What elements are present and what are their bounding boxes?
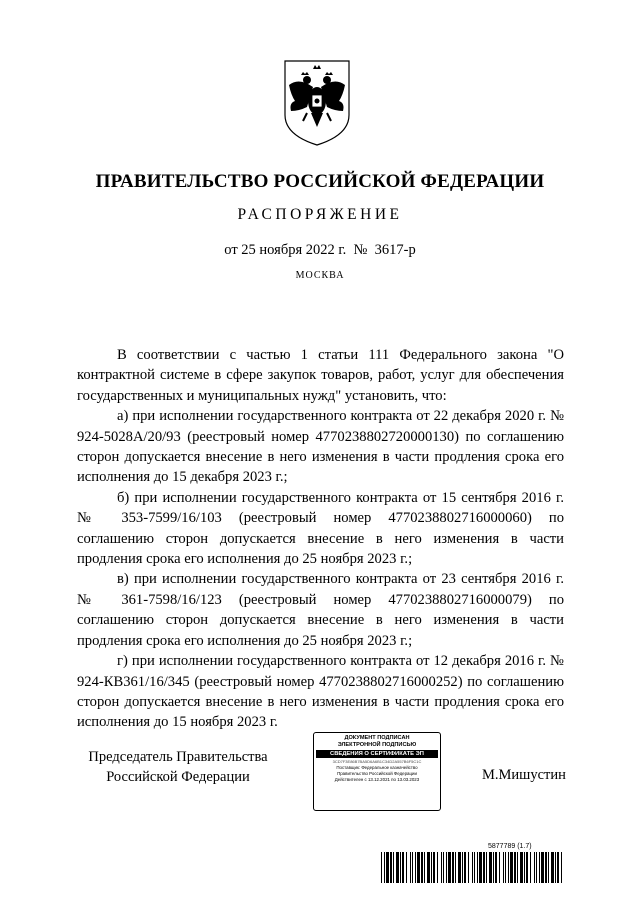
barcode-bar <box>381 852 382 883</box>
barcode-bar <box>431 852 432 883</box>
barcode-bar <box>421 852 423 883</box>
barcode-bar <box>530 852 531 883</box>
barcode-bar <box>514 852 516 883</box>
esig-line2: ЭЛЕКТРОННОЙ ПОДПИСЬЮ <box>337 742 417 748</box>
barcode-bar <box>493 852 494 883</box>
government-title: ПРАВИТЕЛЬСТВО РОССИЙСКОЙ ФЕДЕРАЦИИ <box>95 171 545 192</box>
barcode-bar <box>402 852 404 883</box>
barcode-bar <box>536 852 537 883</box>
barcode-bar <box>458 852 461 883</box>
barcode-bar <box>386 852 389 883</box>
barcode-bar <box>415 852 416 883</box>
barcode-bar <box>424 852 425 883</box>
paragraph-preamble: В соответствии с частью 1 статьи 111 Федерального закона "О контрактной системе в сфере закупок товаров, работ, услуг для обеспечения государственных и муниципальных нужд" установить, что: <box>77 347 564 404</box>
paragraph-item-b: б) при исполнении государственного контракта от 15 сентября 2016 г. № 353-7599/16/103 (реестровый номер 4770238802716000060) по соглашению сторон допускается внесение в него изменения в части продления срока его исполнения до 25 ноября 2023 г.; <box>77 489 564 568</box>
barcode-bar <box>441 852 442 883</box>
barcode-bar <box>548 852 549 883</box>
esig-issuer: Поставщик: Федеральное казначейство <box>336 765 418 770</box>
barcode-icon <box>381 852 566 883</box>
barcode-bar <box>433 852 435 883</box>
barcode-bar <box>417 852 420 883</box>
esig-line1: ДОКУМЕНТ ПОДПИСАН <box>344 735 410 741</box>
barcode-bar <box>472 852 473 883</box>
esig-owner: Правительство Российской Федерации <box>337 771 417 777</box>
barcode-bar <box>446 852 447 883</box>
barcode-bar <box>452 852 454 883</box>
barcode-bar <box>495 852 497 883</box>
barcode-bar <box>557 852 559 883</box>
barcode-bar <box>520 852 523 883</box>
document-body <box>77 345 564 733</box>
barcode-bar <box>489 852 492 883</box>
barcode-bar <box>384 852 385 883</box>
esig-serial: 3CD7F3E86B7BA5D6A6B1C34D2A557B6F5C1C <box>332 759 422 764</box>
barcode-bar <box>427 852 430 883</box>
barcode-bar <box>508 852 509 883</box>
coat-of-arms-icon <box>277 55 357 147</box>
barcode-bar <box>474 852 475 883</box>
barcode-bar <box>410 852 411 883</box>
paragraph-item-d: г) при исполнении государственного контракта от 12 декабря 2016 г. № 924-КВ361/16/345 (реестровый номер 4770238802716000252) по соглашению сторон допускается внесение в него изменения в части продления срока его исполнения до 15 ноября 2023 г. <box>77 653 564 731</box>
barcode-bar <box>406 852 407 883</box>
barcode-bar <box>412 852 413 883</box>
document-type: РАСПОРЯЖЕНИЕ <box>237 206 403 223</box>
barcode-bar <box>464 852 466 883</box>
paragraph-item-c: в) при исполнении государственного контракта от 23 сентября 2016 г. № 361-7598/16/123 (реестровый номер 4770238802716000079) по соглашению сторон допускается внесение в него изменения в части продления срока его исполнения до 25 ноября 2023 г.; <box>77 571 564 649</box>
barcode-bar <box>448 852 451 883</box>
barcode-bar <box>393 852 394 883</box>
barcode-bar <box>499 852 500 883</box>
barcode-bar <box>486 852 487 883</box>
barcode-bar <box>517 852 518 883</box>
barcode-bar <box>479 852 482 883</box>
barcode-bar <box>510 852 513 883</box>
barcode-bar <box>468 852 469 883</box>
barcode-bar <box>534 852 535 883</box>
barcode-number: 5877789 (1.7) <box>488 843 532 850</box>
barcode-bar <box>437 852 438 883</box>
barcode-bar <box>545 852 547 883</box>
signatory-position-line1: Председатель Правительства <box>88 749 268 765</box>
barcode-bar <box>483 852 485 883</box>
barcode-bar <box>443 852 444 883</box>
barcode-bar <box>477 852 478 883</box>
barcode-bar <box>561 852 562 883</box>
paragraph-item-a: а) при исполнении государственного контракта от 22 декабря 2020 г. № 924-5028А/20/93 (реестровый номер 4770238802720000130) по соглашению сторон допускается внесение в него изменения в части продления срока его исполнения до 15 декабря 2023 г.; <box>77 408 564 486</box>
barcode-bar <box>539 852 540 883</box>
signatory-position-line2: Российской Федерации <box>106 769 250 785</box>
barcode-bar <box>503 852 504 883</box>
barcode-bar <box>396 852 399 883</box>
document-city: МОСКВА <box>295 270 345 281</box>
esig-header: СВЕДЕНИЯ О СЕРТИФИКАТЕ ЭП <box>316 750 438 758</box>
barcode-bar <box>551 852 554 883</box>
barcode-bar <box>462 852 463 883</box>
barcode-bar <box>526 852 528 883</box>
barcode-bar <box>524 852 525 883</box>
barcode-bar <box>390 852 392 883</box>
barcode-bar <box>400 852 401 883</box>
electronic-signature-stamp <box>313 732 441 811</box>
esig-validity: Действителен с 13.12.2021 по 13.03.2023 <box>334 777 420 783</box>
document-date-number: от 25 ноября 2022 г. № 3617-р <box>224 242 416 258</box>
barcode-bar <box>505 852 506 883</box>
barcode-bar <box>455 852 456 883</box>
barcode-bar <box>555 852 556 883</box>
signatory-position <box>78 747 278 787</box>
barcode-bar <box>541 852 544 883</box>
signatory-name: М.Мишустин <box>482 767 566 783</box>
